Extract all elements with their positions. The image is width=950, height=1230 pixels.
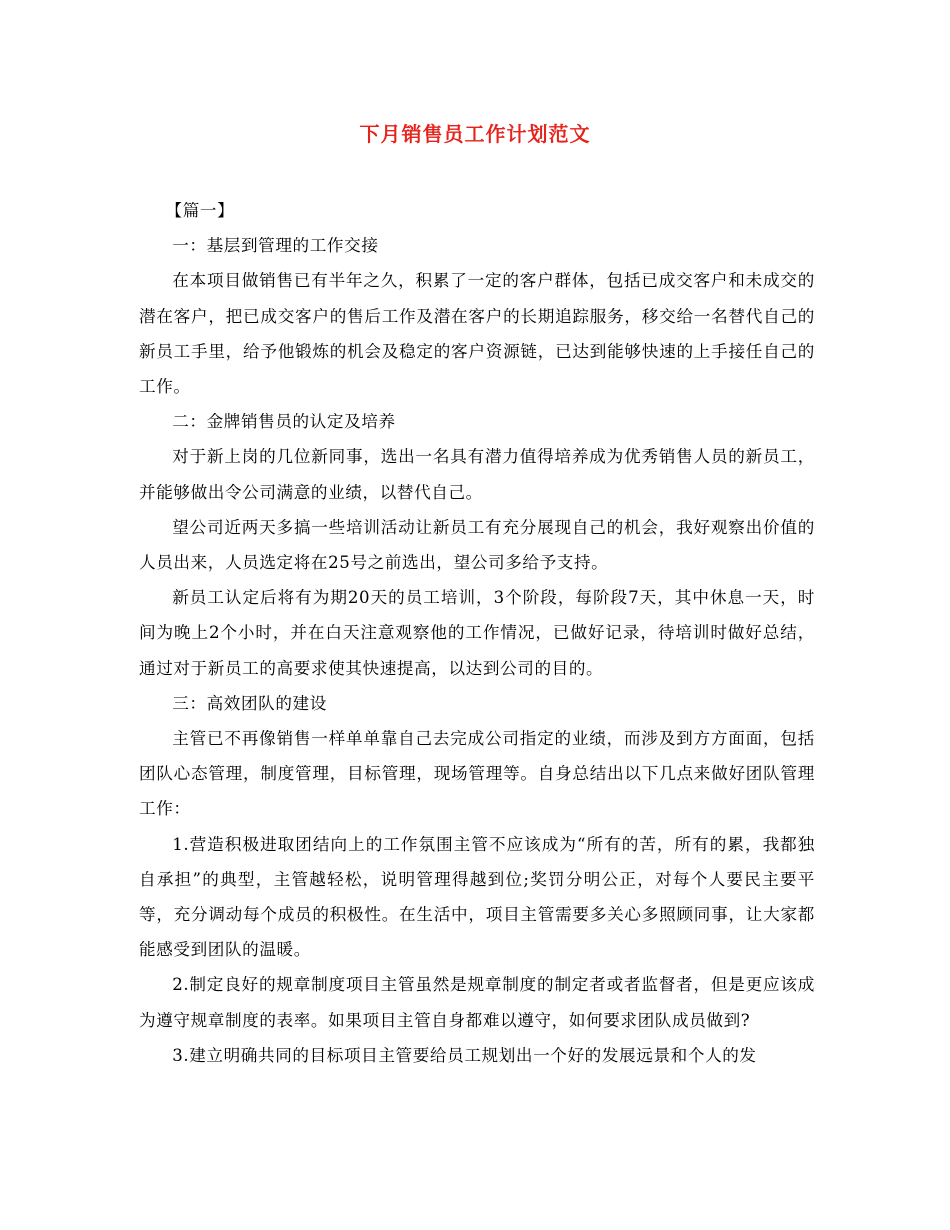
- document-title: 下月销售员工作计划范文: [359, 122, 591, 146]
- list-item: 3.建立明确共同的目标项目主管要给员工规划出一个好的发展远景和个人的发: [172, 1045, 757, 1065]
- heading-handover: 一：基层到管理的工作交接: [172, 236, 379, 256]
- list-item: 1.营造积极进取团结向上的工作氛围主管不应该成为“所有的苦，所有的累，我都独自承担”的典型，主管越轻松，说明管理得越到位;奖罚分明公正，对每个人要民主要平等，充分调动每个成员的积极性。在生活中，项目主管需要多关心多照顾同事，让大家都能感受到团队的温暖。: [139, 834, 815, 960]
- paragraph: 主管已不再像销售一样单单靠自己去完成公司指定的业绩，而涉及到方方面面，包括团队心态管理，制度管理，目标管理，现场管理等。自身总结出以下几点来做好团队管理工作：: [139, 729, 815, 819]
- document-body: [139, 193, 815, 1073]
- heading-team-building: 三：高效团队的建设: [172, 693, 327, 713]
- section-label: 【篇一】: [165, 201, 235, 220]
- paragraph: 在本项目做销售已有半年之久，积累了一定的客户群体，包括已成交客户和未成交的潜在客户，把已成交客户的售后工作及潜在客户的长期追踪服务，移交给一名替代自己的新员工手里，给予他锻炼的机会及稳定的客户资源链，已达到能够快速的上手接任自己的工作。: [139, 271, 815, 397]
- heading-gold-salesperson: 二：金牌销售员的认定及培养: [172, 412, 396, 432]
- list-item: 2.制定良好的规章制度项目主管虽然是规章制度的制定者或者监督者，但是更应该成为遵守规章制度的表率。如果项目主管自身都难以遵守，如何要求团队成员做到?: [139, 975, 815, 1030]
- paragraph: 对于新上岗的几位新同事，选出一名具有潜力值得培养成为优秀销售人员的新员工，并能够做出令公司满意的业绩，以替代自己。: [139, 447, 815, 502]
- paragraph: 望公司近两天多搞一些培训活动让新员工有充分展现自己的机会，我好观察出价值的人员出来，人员选定将在25号之前选出，望公司多给予支持。: [139, 517, 815, 573]
- paragraph: 新员工认定后将有为期20天的员工培训，3个阶段，每阶段7天，其中休息一天，时间为晚上2个小时，并在白天注意观察他的工作情况，已做好记录，待培训时做好总结，通过对于新员工的高要求使其快速提高，以达到公司的目的。: [139, 588, 815, 678]
